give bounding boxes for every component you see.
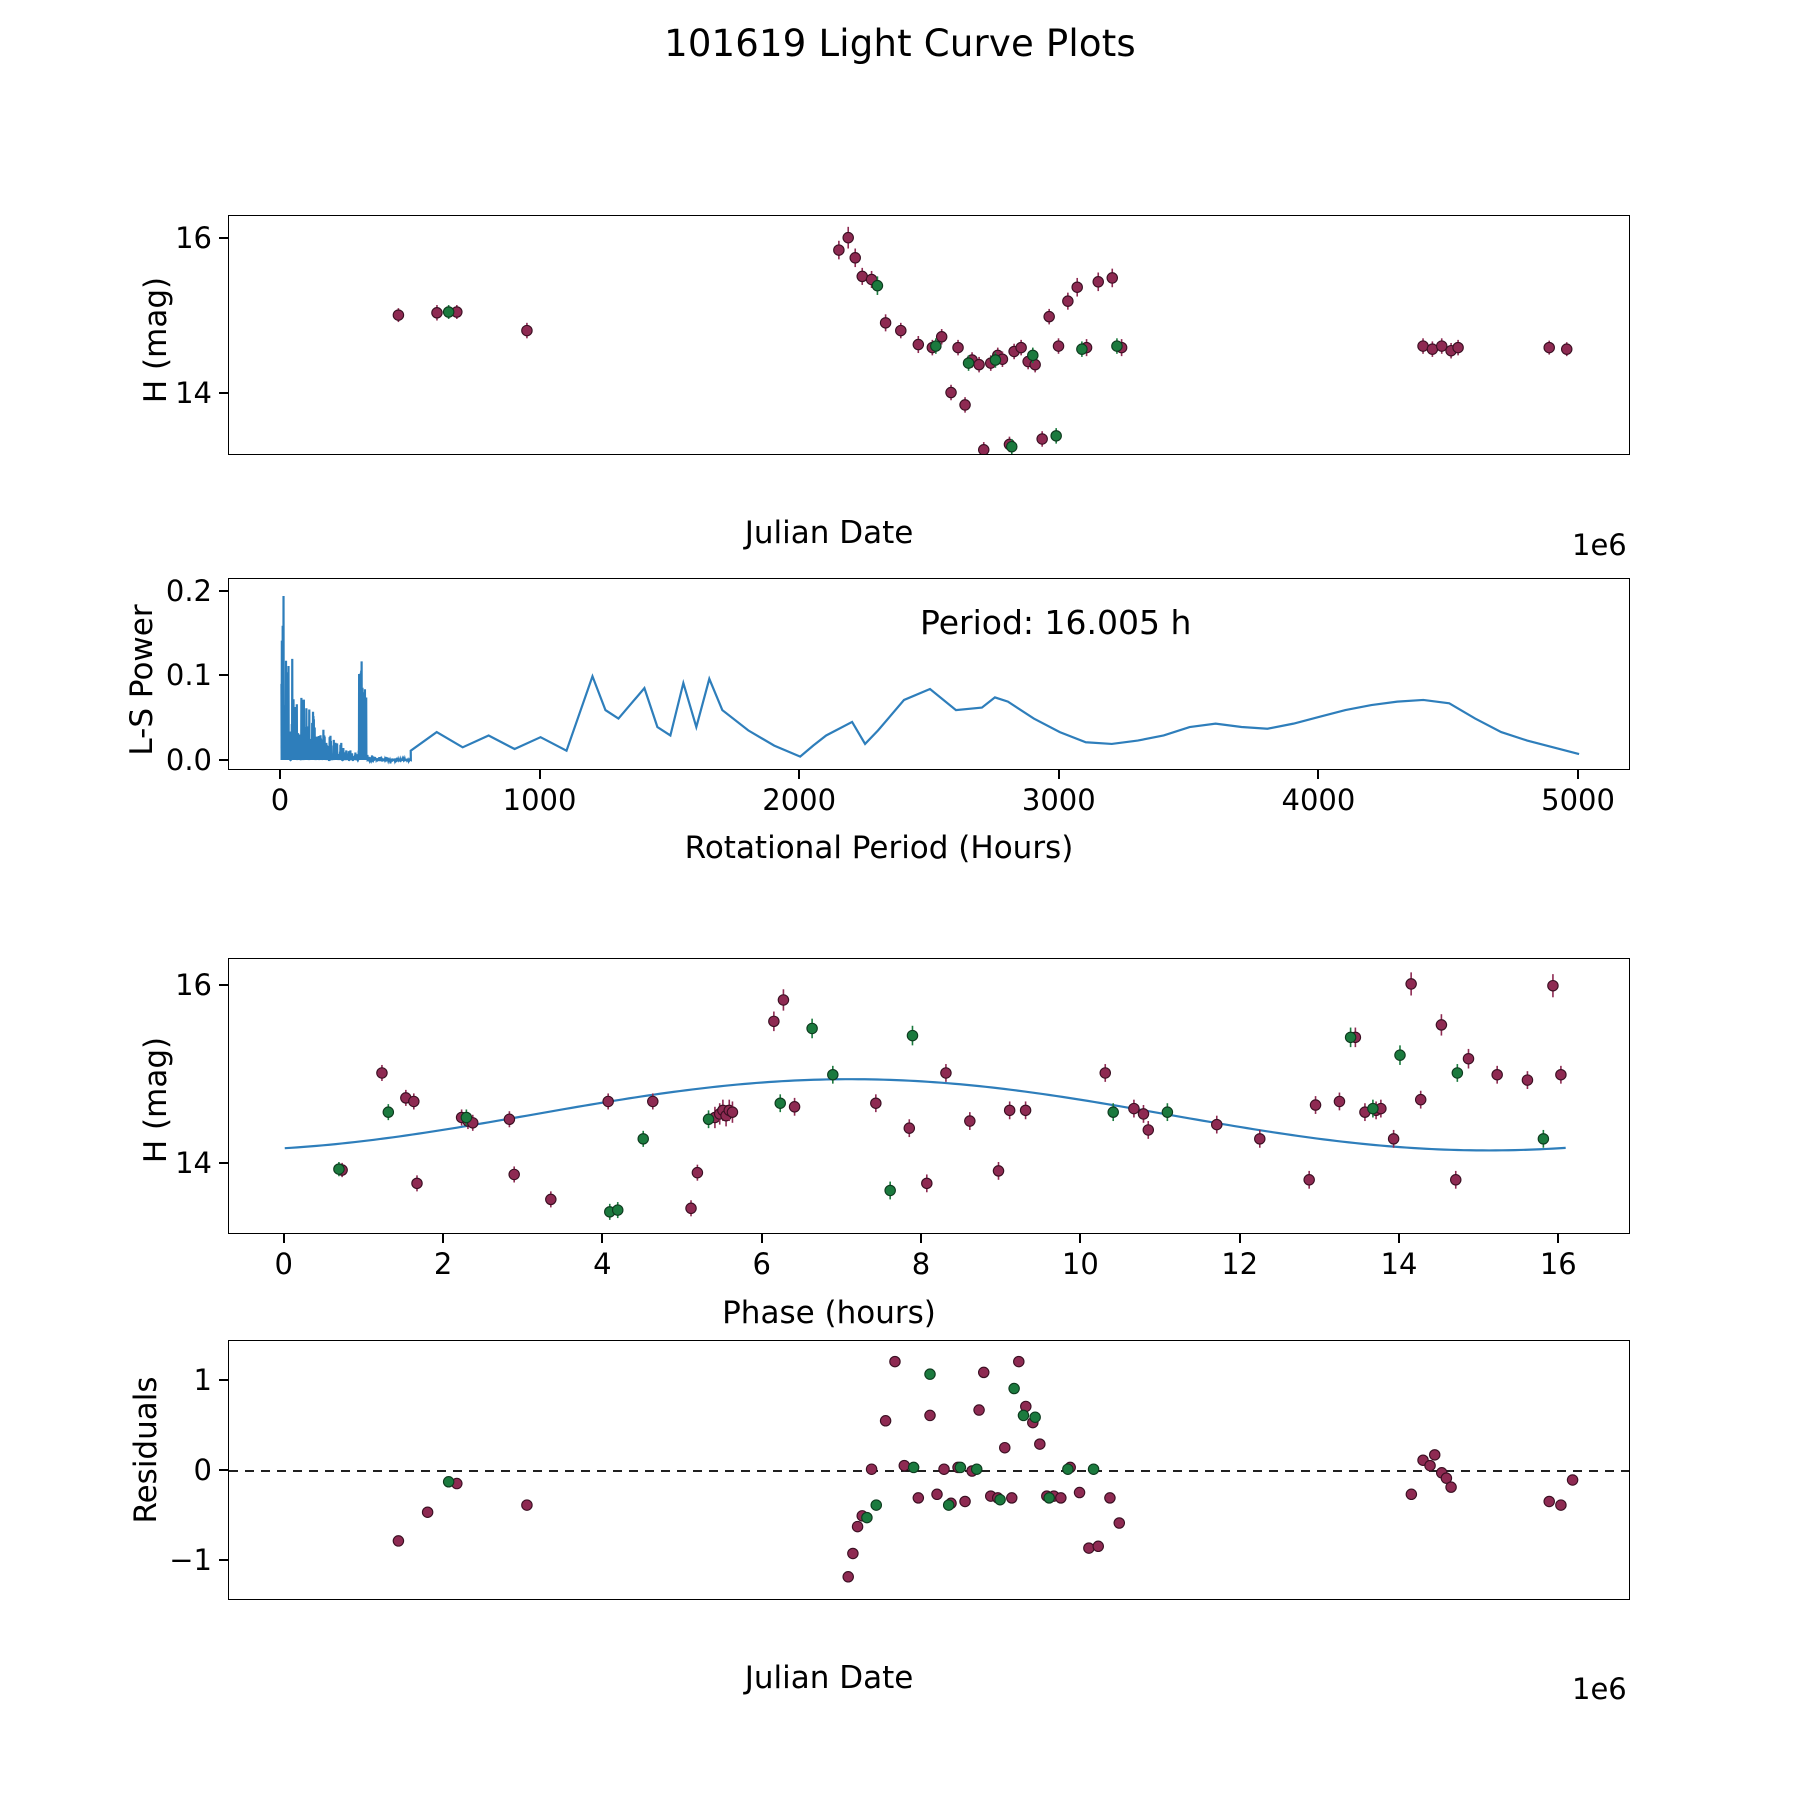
data-point [885,1185,895,1195]
residuals-ylabel: Residuals [128,1376,164,1524]
data-point [522,1500,532,1510]
y-tick-mark [219,237,228,239]
data-point [1093,1541,1103,1551]
y-tick-mark [219,1559,228,1561]
data-point [443,307,453,317]
data-point [522,325,532,335]
data-point [843,1572,853,1582]
data-point [941,1068,951,1078]
data-point [1016,342,1026,352]
data-point [1556,1500,1566,1510]
y-tick-label: −1 [169,1542,212,1577]
phasefold-ylabel: H (mag) [138,1036,174,1164]
data-point [972,1464,982,1474]
data-point [432,308,442,318]
x-tick-mark [761,1234,763,1243]
data-point [1544,1496,1554,1506]
phasefold-axes [228,958,1630,1234]
data-point [866,1464,876,1474]
y-tick-mark [219,1379,228,1381]
data-point [727,1107,737,1117]
data-point [896,325,906,335]
data-point [1030,359,1040,369]
data-point [1107,273,1117,283]
x-tick-label: 3000 [1021,783,1096,817]
y-tick-mark [219,984,228,986]
data-point [871,1098,881,1108]
series-band-r [337,972,1566,1216]
data-point [1453,342,1463,352]
data-point [913,1493,923,1503]
x-tick-label: 16 [1539,1247,1577,1281]
data-point [1548,981,1558,991]
data-point [955,1462,965,1472]
data-point [974,1405,984,1415]
x-tick-mark [283,1234,285,1243]
phasefold-xlabel: Phase (hours) [722,1295,936,1331]
data-point [1162,1107,1172,1117]
data-point [1538,1134,1548,1144]
data-point [1452,1068,1462,1078]
data-point [393,310,403,320]
data-point [1053,341,1063,351]
data-point [953,342,963,352]
data-point [1004,1105,1014,1115]
y-tick-mark [219,392,228,394]
data-point [422,1507,432,1517]
period-annotation: Period: 16.005 h [920,603,1192,642]
data-point [974,359,984,369]
x-tick-label: 6 [752,1247,771,1281]
data-point [990,355,1000,365]
figure-title: 101619 Light Curve Plots [664,22,1136,65]
data-point [1088,1464,1098,1474]
data-point [932,1489,942,1499]
lightcurve-x-offset: 1e6 [1572,528,1627,562]
x-tick-label: 12 [1221,1247,1259,1281]
data-point [862,1512,872,1522]
data-point [509,1169,519,1179]
data-point [936,332,946,342]
residuals-axes [228,1340,1630,1600]
y-tick-label: 0.0 [165,742,212,777]
data-point [789,1102,799,1112]
data-point [1406,979,1416,989]
y-tick-label: 16 [175,967,212,1002]
data-point [1009,1383,1019,1393]
data-point [1014,1356,1024,1366]
series-band-g [334,1019,1549,1220]
data-point [1037,434,1047,444]
x-tick-label: 8 [911,1247,931,1281]
data-point [461,1112,471,1122]
data-point [1129,1103,1139,1113]
y-tick-label: 14 [175,1145,212,1180]
series-band-g [443,276,1122,454]
x-tick-mark [798,770,800,779]
data-point [939,1464,949,1474]
data-point [995,1494,1005,1504]
data-point [1345,1032,1355,1042]
x-tick-mark [1557,1234,1559,1243]
x-tick-mark [539,770,541,779]
series-band-r [393,227,1572,455]
y-tick-mark [219,1162,228,1164]
data-point [880,1416,890,1426]
periodogram-ylabel: L-S Power [124,604,160,756]
series-band-r [393,1356,1578,1582]
data-point [412,1178,422,1188]
x-tick-mark [442,1234,444,1243]
data-point [1018,1410,1028,1420]
data-point [1567,1475,1577,1485]
data-point [904,1123,914,1133]
data-point [393,1536,403,1546]
lightcurve-xlabel: Julian Date [744,515,914,551]
residuals-xlabel: Julian Date [744,1660,914,1696]
lightcurve-plot-area [229,216,1630,455]
data-point [979,1367,989,1377]
data-point [1436,1020,1446,1030]
y-tick-label: 1 [193,1363,212,1398]
data-point [1072,282,1082,292]
data-point [1028,350,1038,360]
data-point [638,1134,648,1144]
data-point [913,339,923,349]
data-point [1430,1450,1440,1460]
data-point [377,1068,387,1078]
data-point [1056,1493,1066,1503]
data-point [807,1023,817,1033]
data-point [1063,1464,1073,1474]
data-point [1108,1107,1118,1117]
y-tick-label: 0.1 [165,658,212,693]
y-tick-mark [219,590,228,592]
data-point [1105,1493,1115,1503]
data-point [769,1016,779,1026]
data-point [848,1548,858,1558]
data-point [1074,1487,1084,1497]
data-point [1334,1096,1344,1106]
data-point [1310,1100,1320,1110]
x-tick-mark [1079,1234,1081,1243]
data-point [979,445,989,455]
data-point [925,1410,935,1420]
y-tick-label: 0 [193,1453,212,1487]
x-tick-mark [601,1234,603,1243]
data-point [899,1460,909,1470]
data-point [383,1107,393,1117]
data-point [443,1477,453,1487]
data-point [993,1166,1003,1176]
data-point [946,387,956,397]
x-tick-label: 5000 [1541,783,1615,817]
data-point [1463,1054,1473,1064]
data-point [1406,1489,1416,1499]
data-point [1044,311,1054,321]
data-point [1446,1482,1456,1492]
data-point [504,1114,514,1124]
data-point [907,1030,917,1040]
data-point [850,253,860,263]
data-point [925,1369,935,1379]
data-point [1255,1134,1265,1144]
data-point [1007,1493,1017,1503]
data-point [1100,1068,1110,1078]
x-tick-mark [1058,770,1060,779]
periodogram-xlabel: Rotational Period (Hours) [684,830,1074,866]
data-point [775,1098,785,1108]
x-tick-label: 2000 [762,783,837,817]
data-point [1395,1050,1405,1060]
x-tick-label: 14 [1380,1247,1418,1281]
x-tick-label: 0 [270,783,290,817]
data-point [1030,1412,1040,1422]
data-point [963,358,973,368]
data-point [692,1167,702,1177]
data-point [686,1203,696,1213]
data-point [1556,1070,1566,1080]
y-tick-mark [219,759,228,761]
data-point [334,1164,344,1174]
y-tick-label: 0.2 [165,573,212,608]
x-tick-mark [1317,770,1319,779]
x-tick-mark [279,770,281,779]
data-point [1084,1543,1094,1553]
data-point [1425,1460,1435,1470]
x-tick-mark [1577,770,1579,779]
residuals-x-offset: 1e6 [1572,1672,1627,1706]
data-point [1388,1134,1398,1144]
x-tick-label: 10 [1061,1247,1099,1281]
data-point [1035,1439,1045,1449]
data-point [1000,1442,1010,1452]
data-point [778,995,788,1005]
data-point [1304,1175,1314,1185]
y-tick-mark [219,1469,228,1471]
data-point [1093,277,1103,287]
x-tick-mark [920,1234,922,1243]
data-point [1451,1175,1461,1185]
data-point [828,1070,838,1080]
x-tick-mark [1239,1234,1241,1243]
y-tick-label: 14 [175,376,212,411]
data-point [843,232,853,242]
data-point [943,1500,953,1510]
phasefold-plot-area [229,959,1630,1234]
data-point [922,1178,932,1188]
x-tick-label: 0 [274,1247,293,1281]
data-point [1020,1105,1030,1115]
data-point [1077,344,1087,354]
data-point [965,1116,975,1126]
data-point [890,1356,900,1366]
data-point [908,1462,918,1472]
data-point [872,280,882,290]
lightcurve-axes [228,215,1630,455]
data-point [880,318,890,328]
y-tick-label: 16 [175,221,212,256]
lightcurve-ylabel: H (mag) [138,276,174,404]
data-point [1368,1103,1378,1113]
data-point [1492,1070,1502,1080]
data-point [546,1194,556,1204]
data-point [931,341,941,351]
data-point [603,1096,613,1106]
x-tick-label: 2 [433,1247,453,1281]
data-point [1063,296,1073,306]
x-tick-label: 1000 [502,783,577,817]
data-point [960,1496,970,1506]
data-point [834,245,844,255]
x-tick-label: 4 [593,1247,612,1281]
data-point [852,1521,862,1531]
x-tick-mark [1398,1234,1400,1243]
data-point [409,1096,419,1106]
data-point [613,1205,623,1215]
data-point [871,1500,881,1510]
data-point [1212,1119,1222,1129]
data-point [1544,342,1554,352]
data-point [960,400,970,410]
y-tick-mark [219,674,228,676]
residuals-plot-area [229,1341,1630,1600]
data-point [1143,1125,1153,1135]
data-point [1562,344,1572,354]
data-point [1522,1075,1532,1085]
x-tick-label: 4000 [1281,783,1356,817]
data-point [1114,1518,1124,1528]
data-point [1416,1094,1426,1104]
data-point [1007,442,1017,452]
data-point [648,1096,658,1106]
data-point [1112,341,1122,351]
data-point [1437,341,1447,351]
data-point [1044,1493,1054,1503]
data-point [703,1114,713,1124]
data-point [1051,431,1061,441]
data-point [1138,1109,1148,1119]
